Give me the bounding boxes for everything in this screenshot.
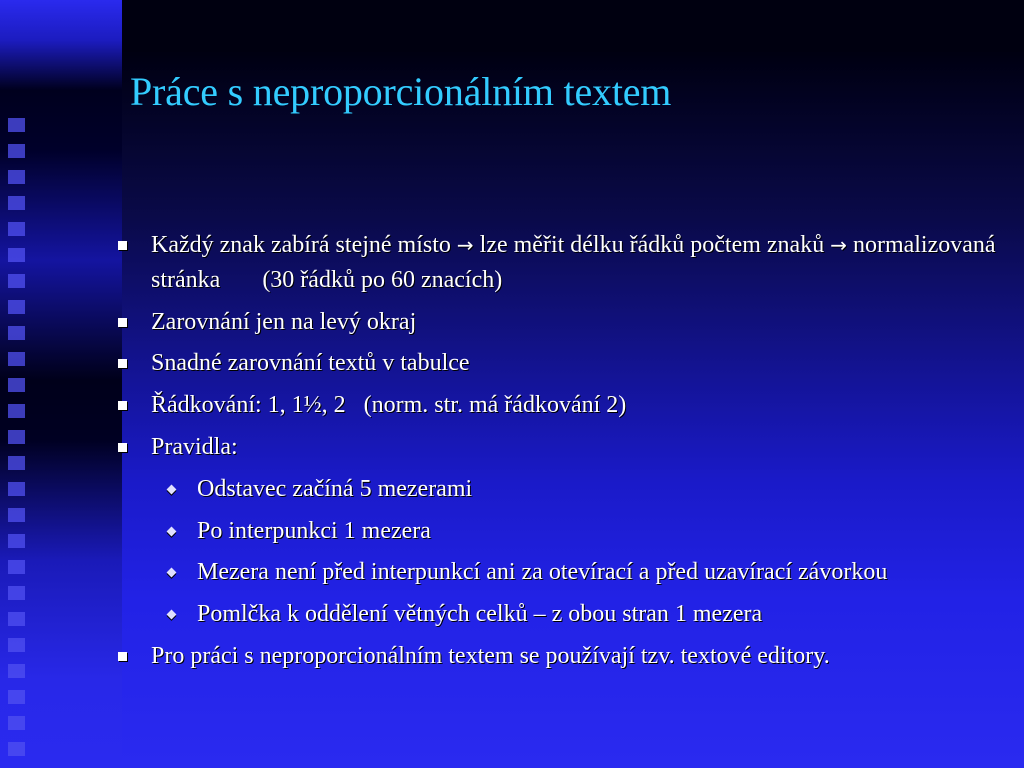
decor-square [8,456,25,470]
decor-square [8,586,25,600]
decor-square [8,222,25,236]
sub-bullet-text: Pomlčka k oddělení větných celků – z obou stran 1 mezera [197,601,763,628]
decor-square [8,326,25,340]
decor-square [8,664,25,678]
decor-square [8,300,25,314]
decor-square [8,378,25,392]
sub-bullet-text: Odstavec začíná 5 mezerami [197,475,473,502]
bullet-item [112,305,1017,340]
sub-bullet-item [112,597,1017,632]
decor-square [8,612,25,626]
square-bullet-icon [118,318,127,327]
decor-square [8,534,25,548]
sub-bullet-text: Po interpunkci 1 mezera [197,517,431,544]
bullet-item [112,388,1017,423]
bullet-text: Řádkování: 1, 1½, 2 (norm. str. má řádkování 2) [151,392,627,419]
square-bullet-icon [118,443,127,452]
bullet-text: Pro práci s neproporcionálním textem se používají tzv. textové editory. [151,642,830,669]
diamond-bullet-icon [167,568,177,578]
square-bullet-icon [118,652,127,661]
decor-square [8,196,25,210]
decor-square [8,482,25,496]
decor-square [8,430,25,444]
decor-square [8,716,25,730]
square-bullet-icon [118,359,127,368]
decor-square [8,560,25,574]
bullet-item [112,430,1017,465]
bullet-text: Zarovnání jen na levý okraj [151,308,417,335]
decor-square [8,638,25,652]
square-bullet-icon [118,241,127,250]
decorative-squares [8,118,26,768]
diamond-bullet-icon [167,484,177,494]
sub-bullet-item [112,472,1017,507]
diamond-bullet-icon [167,610,177,620]
bullet-text: normalizovaná stránka [151,232,996,293]
decor-square [8,274,25,288]
sub-bullet-item [112,555,1017,590]
decor-square [8,690,25,704]
bullet-item [112,228,1017,298]
bullet-item [112,639,1017,674]
decor-square [8,170,25,184]
bullet-text: Pravidla: [151,433,238,460]
decor-square [8,118,25,132]
decor-square [8,508,25,522]
right-arrow-icon: → [456,233,474,257]
bullet-item [112,346,1017,381]
decor-square [8,404,25,418]
bullet-text: lze měřit délku řádků počtem znaků [479,232,825,258]
sub-bullet-item [112,514,1017,549]
decor-square [8,144,25,158]
slide-title: Práce s neproporcionálním textem [130,69,672,114]
bullet-text: Každý znak zabírá stejné místo [151,232,451,258]
decor-square [8,248,25,262]
decor-square [8,352,25,366]
bullet-list [112,228,1017,681]
bullet-text: (30 řádků po 60 znacích) [262,266,503,293]
decor-square [8,742,25,756]
right-arrow-icon: → [830,233,847,257]
sub-bullet-text: Mezera není před interpunkcí ani za otevírací a před uzavírací závorkou [197,559,888,586]
top-dark-band [122,0,1024,52]
square-bullet-icon [118,401,127,410]
bullet-text: Snadné zarovnání textů v tabulce [151,350,470,377]
diamond-bullet-icon [167,526,177,536]
